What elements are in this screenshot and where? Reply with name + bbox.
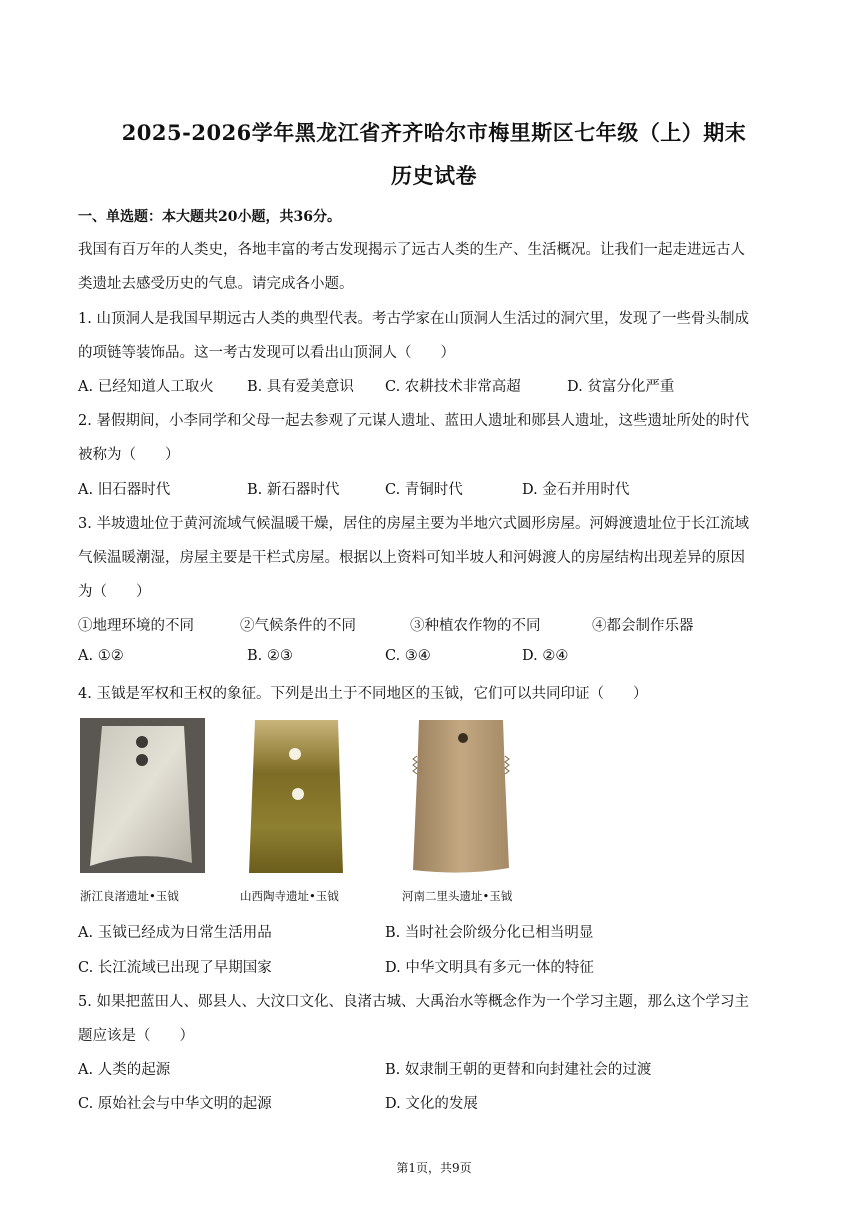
question-3-stem: 为（ ）: [78, 584, 151, 600]
q4-option-c[interactable]: C. 长江流域已出现了早期国家: [78, 960, 272, 976]
q4-option-d[interactable]: D. 中华文明具有多元一体的特征: [385, 960, 594, 976]
section-heading: 一、单选题：本大题共20小题，共36分。: [78, 209, 341, 225]
caption-taosi: 山西陶寺遗址•玉钺: [240, 889, 339, 903]
intro-line: 我国有百万年的人类史，各地丰富的考古发现揭示了远古人类的生产、生活概况。让我们一起走进远古人: [78, 242, 745, 258]
question-2-stem: 2. 暑假期间，小李同学和父母一起去参观了元谋人遗址、蓝田人遗址和郧县人遗址，这些遗址所处的时代: [78, 413, 749, 429]
q2-option-b[interactable]: B. 新石器时代: [247, 482, 340, 498]
intro-line: 类遗址去感受历史的气息。请完成各小题。: [78, 276, 354, 292]
q3-item-3: ③种植农作物的不同: [410, 618, 541, 634]
q1-option-d[interactable]: D. 贫富分化严重: [567, 379, 675, 395]
question-4-stem: 4. 玉钺是军权和王权的象征。下列是出土于不同地区的玉钺，它们可以共同印证（ ）: [78, 686, 648, 702]
question-1-stem: 1. 山顶洞人是我国早期远古人类的典型代表。考古学家在山顶洞人生活过的洞穴里，发现了一些骨头制成: [78, 311, 749, 327]
question-5-stem: 题应该是（ ）: [78, 1028, 194, 1044]
question-3-stem: 3. 半坡遗址位于黄河流域气候温暖干燥，居住的房屋主要为半地穴式圆形房屋。河姆渡遗址位于长江流域: [78, 516, 749, 532]
q2-option-d[interactable]: D. 金石并用时代: [522, 482, 630, 498]
q3-option-c[interactable]: C. ③④: [385, 648, 431, 664]
q3-option-b[interactable]: B. ②③: [247, 648, 293, 664]
caption-erlitou: 河南二里头遗址•玉钺: [402, 889, 513, 903]
question-3-stem: 气候温暖潮湿，房屋主要是干栏式房屋。根据以上资料可知半坡人和河姆渡人的房屋结构出现差异的原因: [78, 550, 745, 566]
q3-item-2: ②气候条件的不同: [240, 618, 356, 634]
exam-title-line2: 历史试卷: [391, 163, 477, 188]
q5-option-b[interactable]: B. 奴隶制王朝的更替和向封建社会的过渡: [385, 1062, 652, 1078]
erlitou-jade-axe-image: [405, 716, 523, 878]
question-5-stem: 5. 如果把蓝田人、郧县人、大汶口文化、良渚古城、大禹治水等概念作为一个学习主题，那么这个学习主: [78, 994, 749, 1010]
q3-item-4: ④都会制作乐器: [592, 618, 694, 634]
question-2-stem: 被称为（ ）: [78, 447, 180, 463]
q1-option-c[interactable]: C. 农耕技术非常高超: [385, 379, 521, 395]
taosi-jade-axe-image: [243, 718, 350, 875]
q5-option-d[interactable]: D. 文化的发展: [385, 1096, 478, 1112]
q2-option-c[interactable]: C. 青铜时代: [385, 482, 463, 498]
q5-option-c[interactable]: C. 原始社会与中华文明的起源: [78, 1096, 272, 1112]
q1-option-b[interactable]: B. 具有爱美意识: [247, 379, 354, 395]
caption-liangzhu: 浙江良渚遗址•玉钺: [80, 889, 179, 903]
q3-item-1: ①地理环境的不同: [78, 618, 194, 634]
q3-option-d[interactable]: D. ②④: [522, 648, 569, 664]
exam-title-line1: 2025-2026学年黑龙江省齐齐哈尔市梅里斯区七年级（上）期末: [121, 120, 747, 145]
liangzhu-jade-axe-image: [80, 718, 205, 873]
q2-option-a[interactable]: A. 旧石器时代: [78, 482, 171, 498]
q4-option-a[interactable]: A. 玉钺已经成为日常生活用品: [78, 925, 272, 941]
page-number-footer: 第1页，共9页: [396, 1161, 472, 1175]
q3-option-a[interactable]: A. ①②: [78, 648, 124, 664]
q4-option-b[interactable]: B. 当时社会阶级分化已相当明显: [385, 925, 594, 941]
q1-option-a[interactable]: A. 已经知道人工取火: [78, 379, 214, 395]
q5-option-a[interactable]: A. 人类的起源: [78, 1062, 171, 1078]
question-1-stem: 的项链等装饰品。这一考古发现可以看出山顶洞人（ ）: [78, 345, 455, 361]
